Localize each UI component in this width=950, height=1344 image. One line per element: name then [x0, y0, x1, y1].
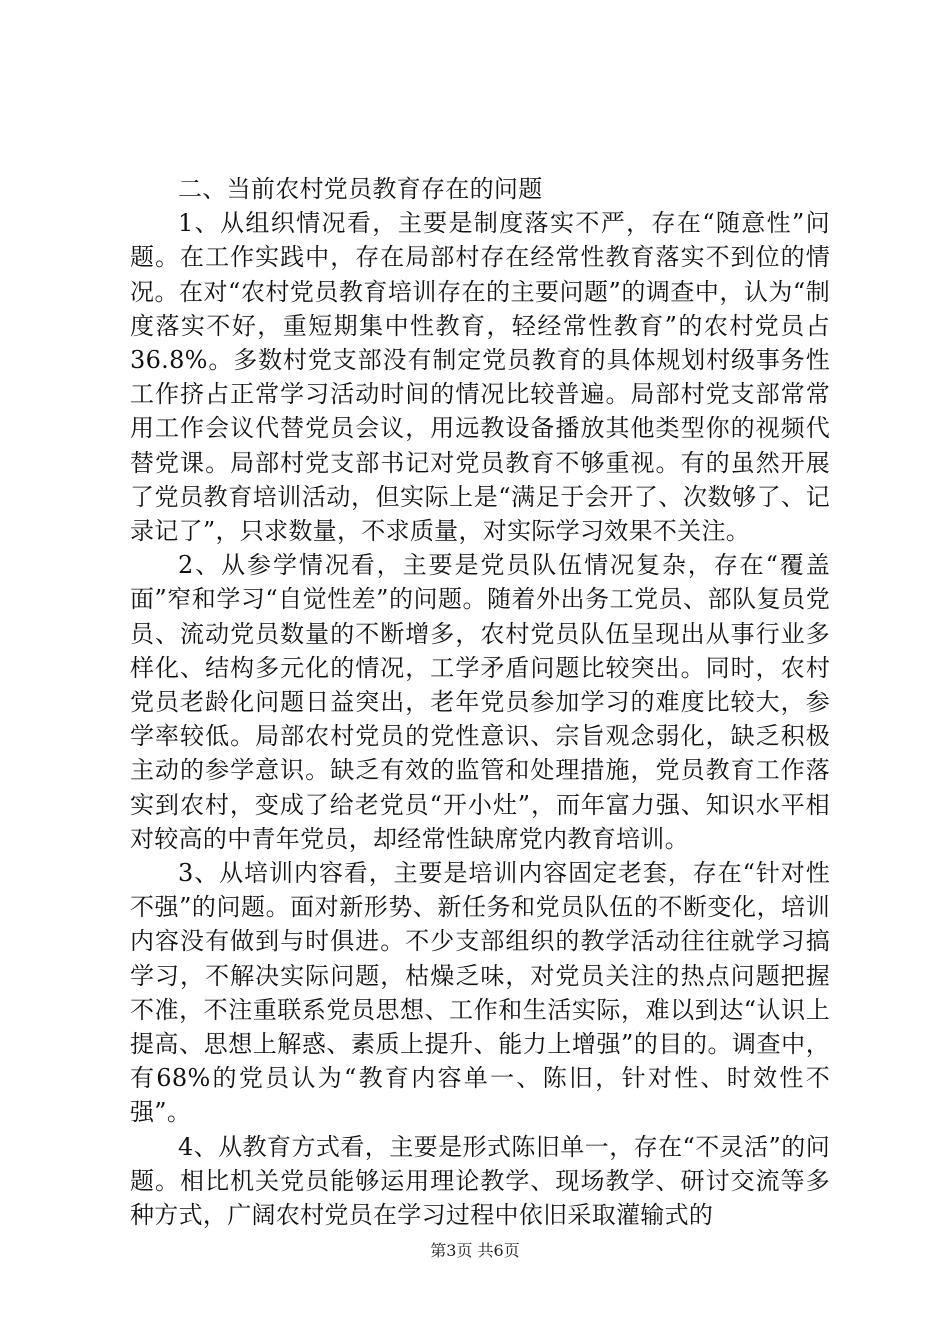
document-body [130, 172, 830, 1232]
paragraph-1: 1、从组织情况看，主要是制度落实不严，存在“随意性”问题。在工作实践中，存在局部村存在经常性教育落实不到位的情况。在对“农村党员教育培训存在的主要问题”的调查中，认为“制度落实不好，重短期集中性教育，轻经常性教育”的农村党员占36.8%。多数村党支部没有制定党员教育的具体规划村级事务性工作挤占正常学习活动时间的情况比较普遍。局部村党支部常常用工作会议代替党员会议，用远教设备播放其他类型你的视频代替党课。局部村党支部书记对党员教育不够重视。有的虽然开展了党员教育培训活动，但实际上是“满足于会开了、次数够了、记录记了”，只求数量，不求质量，对实际学习效果不关注。 [130, 209, 830, 546]
paragraph-list [130, 206, 830, 1232]
paragraph-3: 3、从培训内容看，主要是培训内容固定老套，存在“针对性不强”的问题。面对新形势、新任务和党员队伍的不断变化，培训内容没有做到与时俱进。不少支部组织的教学活动往往就学习搞学习，不解决实际问题，枯燥乏味，对党员关注的热点问题把握不准，不注重联系党员思想、工作和生活实际，难以到达“认识上提高、思想上解惑、素质上提升、能力上增强”的目的。调查中，有68%的党员认为“教育内容单一、陈旧，针对性、时效性不强”。 [130, 859, 830, 1127]
section-heading: 二、当前农村党员教育存在的问题 [178, 175, 543, 203]
paragraph-2: 2、从参学情况看，主要是党员队伍情况复杂，存在“覆盖面”窄和学习“自觉性差”的问题。随着外出务工党员、部队复员党员、流动党员数量的不断增多，农村党员队伍呈现出从事行业多样化、结构多元化的情况，工学矛盾问题比较突出。同时，农村党员老龄化问题日益突出，老年党员参加学习的难度比较大，参学率较低。局部农村党员的党性意识、宗旨观念弱化，缺乏积极主动的参学意识。缺乏有效的监管和处理措施，党员教育工作落实到农村，变成了给老党员“开小灶”，而年富力强、知识水平相对较高的中青年党员，却经常性缺席党内教育培训。 [130, 551, 830, 853]
paragraph-4: 4、从教育方式看，主要是形式陈旧单一，存在“不灵活”的问题。相比机关党员能够运用理论教学、现场教学、研讨交流等多种方式，广阔农村党员在学习过程中依旧采取灌输式的 [130, 1132, 830, 1230]
page-number-footer: 第3页 共6页 [430, 1241, 520, 1260]
